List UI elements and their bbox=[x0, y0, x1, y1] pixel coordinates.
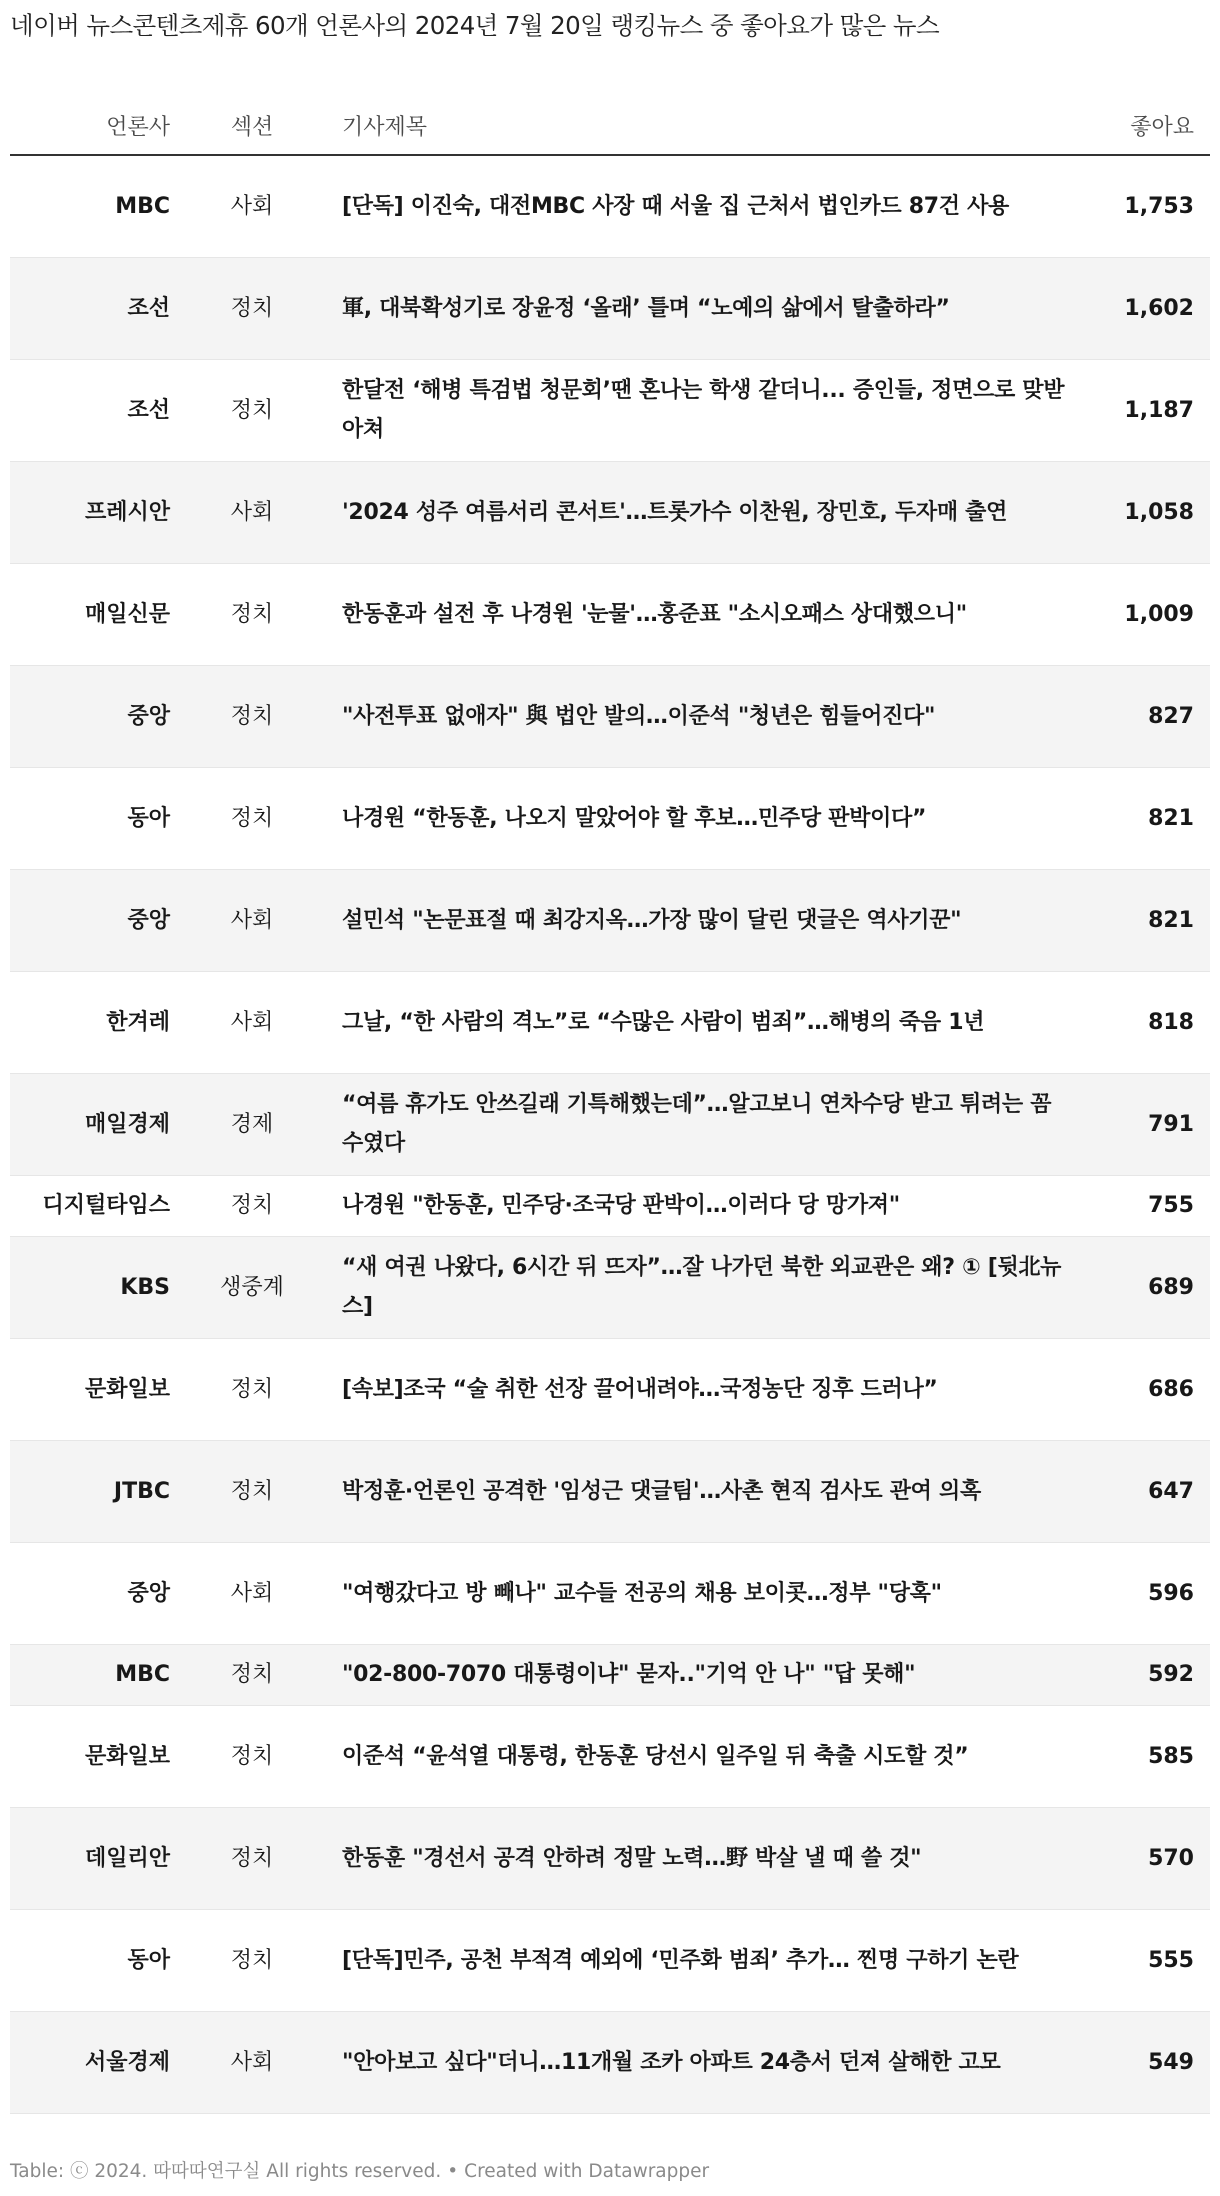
section-cell: 정치 bbox=[230, 601, 274, 627]
likes-cell: 1,058 bbox=[1124, 499, 1194, 525]
likes-cell: 647 bbox=[1148, 1478, 1194, 1504]
press-cell: 매일경제 bbox=[84, 1111, 170, 1137]
press-cell: 디지털타임스 bbox=[42, 1193, 170, 1218]
chart-title: 네이버 뉴스콘텐츠제휴 60개 언론사의 2024년 7월 20일 랭킹뉴스 중 좋아요가 많은 뉴스 bbox=[10, 11, 940, 40]
section-cell: 정치 bbox=[230, 1947, 274, 1973]
likes-cell: 1,187 bbox=[1124, 397, 1194, 423]
section-cell: 정치 bbox=[230, 397, 274, 423]
press-cell: 매일신문 bbox=[84, 601, 170, 627]
likes-cell: 1,009 bbox=[1124, 601, 1194, 627]
likes-cell: 755 bbox=[1148, 1193, 1194, 1218]
table-row bbox=[10, 1338, 1210, 1440]
headline-cell: "사전투표 없애자" 與 법안 발의…이준석 "청년은 힘들어진다" bbox=[342, 703, 936, 729]
headline-cell: 그날, “한 사람의 격노”로 “수많은 사람이 범죄”…해병의 죽음 1년 bbox=[342, 1009, 985, 1035]
headline-cell: 한동훈과 설전 후 나경원 '눈물'…홍준표 "소시오패스 상대했으니" bbox=[342, 601, 967, 627]
headline-cell: “새 여권 나왔다, 6시간 뒤 뜨자”…잘 나가던 북한 외교관은 왜? ① [뒷北뉴스] bbox=[342, 1255, 1062, 1319]
likes-cell: 818 bbox=[1148, 1009, 1194, 1035]
table-row bbox=[10, 1909, 1210, 2011]
headline-cell: [단독] 이진숙, 대전MBC 사장 때 서울 집 근처서 법인카드 87건 사용 bbox=[342, 193, 1009, 219]
likes-cell: 821 bbox=[1148, 805, 1194, 831]
headline-cell: 軍, 대북확성기로 장윤정 ‘올래’ 틀며 “노예의 삶에서 탈출하라” bbox=[342, 295, 950, 321]
footer-source: Table: ⓒ 2024. 따따따연구실 All rights reserved. bbox=[10, 2161, 442, 2182]
section-cell: 정치 bbox=[230, 1743, 274, 1769]
likes-cell: 821 bbox=[1148, 907, 1194, 933]
headline-cell: "02-800-7070 대통령이냐" 묻자.."기억 안 나" "답 못해" bbox=[342, 1662, 916, 1687]
table-row bbox=[10, 869, 1210, 971]
table-row bbox=[10, 1644, 1210, 1705]
likes-cell: 827 bbox=[1148, 703, 1194, 729]
press-cell: 데일리안 bbox=[84, 1845, 170, 1871]
chart-footer bbox=[10, 2157, 709, 2183]
section-cell: 정치 bbox=[230, 1193, 274, 1218]
table-row bbox=[10, 257, 1210, 359]
likes-cell: 686 bbox=[1148, 1376, 1194, 1402]
table-row bbox=[10, 563, 1210, 665]
press-cell: MBC bbox=[115, 1662, 170, 1687]
section-cell: 정치 bbox=[230, 295, 274, 321]
table-row bbox=[10, 1705, 1210, 1807]
headline-cell: 설민석 "논문표절 때 최강지옥…가장 많이 달린 댓글은 역사기꾼" bbox=[342, 907, 962, 933]
table-row bbox=[10, 155, 1210, 257]
table-row bbox=[10, 1236, 1210, 1338]
press-cell: 프레시안 bbox=[84, 499, 170, 525]
section-cell: 정치 bbox=[230, 1376, 274, 1402]
likes-cell: 689 bbox=[1148, 1274, 1194, 1300]
press-cell: KBS bbox=[120, 1274, 170, 1300]
headline-cell: 나경원 “한동훈, 나오지 말았어야 할 후보…민주당 판박이다” bbox=[342, 805, 927, 831]
likes-cell: 1,602 bbox=[1124, 295, 1194, 321]
table-row bbox=[10, 2011, 1210, 2113]
press-cell: 한겨레 bbox=[106, 1009, 170, 1035]
likes-cell: 549 bbox=[1148, 2049, 1194, 2075]
table-row bbox=[10, 1807, 1210, 1909]
table-row bbox=[10, 1073, 1210, 1175]
press-cell: 조선 bbox=[127, 397, 170, 423]
press-cell: 중앙 bbox=[127, 1580, 170, 1606]
press-cell: 중앙 bbox=[127, 907, 170, 933]
news-ranking-table bbox=[10, 96, 1210, 2114]
section-cell: 정치 bbox=[230, 1662, 274, 1687]
headline-cell: 박정훈·언론인 공격한 '임성근 댓글팀'…사촌 현직 검사도 관여 의혹 bbox=[342, 1478, 981, 1504]
headline-cell: “여름 휴가도 안쓰길래 기특해했는데”…알고보니 연차수당 받고 튀려는 꼼수였다 bbox=[342, 1092, 1052, 1156]
press-cell: 동아 bbox=[127, 805, 170, 831]
table-row bbox=[10, 359, 1210, 461]
section-cell: 사회 bbox=[230, 1580, 274, 1606]
column-header-headline[interactable]: 기사제목 bbox=[324, 96, 1084, 155]
headline-cell: '2024 성주 여름서리 콘서트'…트롯가수 이찬원, 장민호, 두자매 출연 bbox=[342, 499, 1008, 525]
press-cell: MBC bbox=[115, 193, 170, 219]
table-row bbox=[10, 1175, 1210, 1236]
press-cell: 중앙 bbox=[127, 703, 170, 729]
press-cell: 조선 bbox=[127, 295, 170, 321]
column-header-press[interactable]: 언론사 bbox=[10, 96, 180, 155]
headline-cell: 나경원 "한동훈, 민주당·조국당 판박이…이러다 당 망가져" bbox=[342, 1193, 900, 1218]
likes-cell: 1,753 bbox=[1124, 193, 1194, 219]
footer-separator: • bbox=[447, 2161, 459, 2182]
section-cell: 사회 bbox=[230, 193, 274, 219]
likes-cell: 555 bbox=[1148, 1947, 1194, 1973]
table-row bbox=[10, 461, 1210, 563]
headline-cell: "안아보고 싶다"더니…11개월 조카 아파트 24층서 던져 살해한 고모 bbox=[342, 2049, 1001, 2075]
likes-cell: 592 bbox=[1148, 1662, 1194, 1687]
press-cell: 서울경제 bbox=[84, 2049, 170, 2075]
likes-cell: 596 bbox=[1148, 1580, 1194, 1606]
table-row bbox=[10, 1440, 1210, 1542]
likes-cell: 585 bbox=[1148, 1743, 1194, 1769]
table-row bbox=[10, 767, 1210, 869]
section-cell: 정치 bbox=[230, 703, 274, 729]
headline-cell: 이준석 “윤석열 대통령, 한동훈 당선시 일주일 뒤 축출 시도할 것” bbox=[342, 1743, 969, 1769]
section-cell: 사회 bbox=[230, 1009, 274, 1035]
press-cell: 문화일보 bbox=[84, 1743, 170, 1769]
table-body bbox=[10, 155, 1210, 2113]
section-cell: 경제 bbox=[230, 1111, 274, 1137]
table-header bbox=[10, 96, 1210, 155]
section-cell: 정치 bbox=[230, 1478, 274, 1504]
section-cell: 정치 bbox=[230, 805, 274, 831]
section-cell: 사회 bbox=[230, 2049, 274, 2075]
table-row bbox=[10, 665, 1210, 767]
section-cell: 사회 bbox=[230, 907, 274, 933]
section-cell: 사회 bbox=[230, 499, 274, 525]
press-cell: JTBC bbox=[113, 1478, 170, 1504]
table-row bbox=[10, 971, 1210, 1073]
table-row bbox=[10, 1542, 1210, 1644]
column-header-section[interactable]: 섹션 bbox=[180, 96, 324, 155]
header-row bbox=[10, 96, 1210, 155]
column-header-likes[interactable]: 좋아요 bbox=[1084, 96, 1210, 155]
press-cell: 문화일보 bbox=[84, 1376, 170, 1402]
section-cell: 생중계 bbox=[220, 1274, 284, 1300]
likes-cell: 570 bbox=[1148, 1845, 1194, 1871]
headline-cell: [단독]민주, 공천 부적격 예외에 ‘민주화 범죄’ 추가… 찐명 구하기 논란 bbox=[342, 1947, 1019, 1973]
headline-cell: 한동훈 "경선서 공격 안하려 정말 노력…野 박살 낼 때 쓸 것" bbox=[342, 1845, 922, 1871]
footer-credit[interactable]: Created with Datawrapper bbox=[464, 2161, 710, 2182]
press-cell: 동아 bbox=[127, 1947, 170, 1973]
likes-cell: 791 bbox=[1148, 1111, 1194, 1137]
headline-cell: "여행갔다고 방 빼나" 교수들 전공의 채용 보이콧…정부 "당혹" bbox=[342, 1580, 942, 1606]
headline-cell: [속보]조국 “술 취한 선장 끌어내려야…국정농단 징후 드러나” bbox=[342, 1376, 938, 1402]
headline-cell: 한달전 ‘해병 특검법 청문회’땐 혼나는 학생 같더니... 증인들, 정면으로 맞받아쳐 bbox=[342, 378, 1065, 442]
section-cell: 정치 bbox=[230, 1845, 274, 1871]
